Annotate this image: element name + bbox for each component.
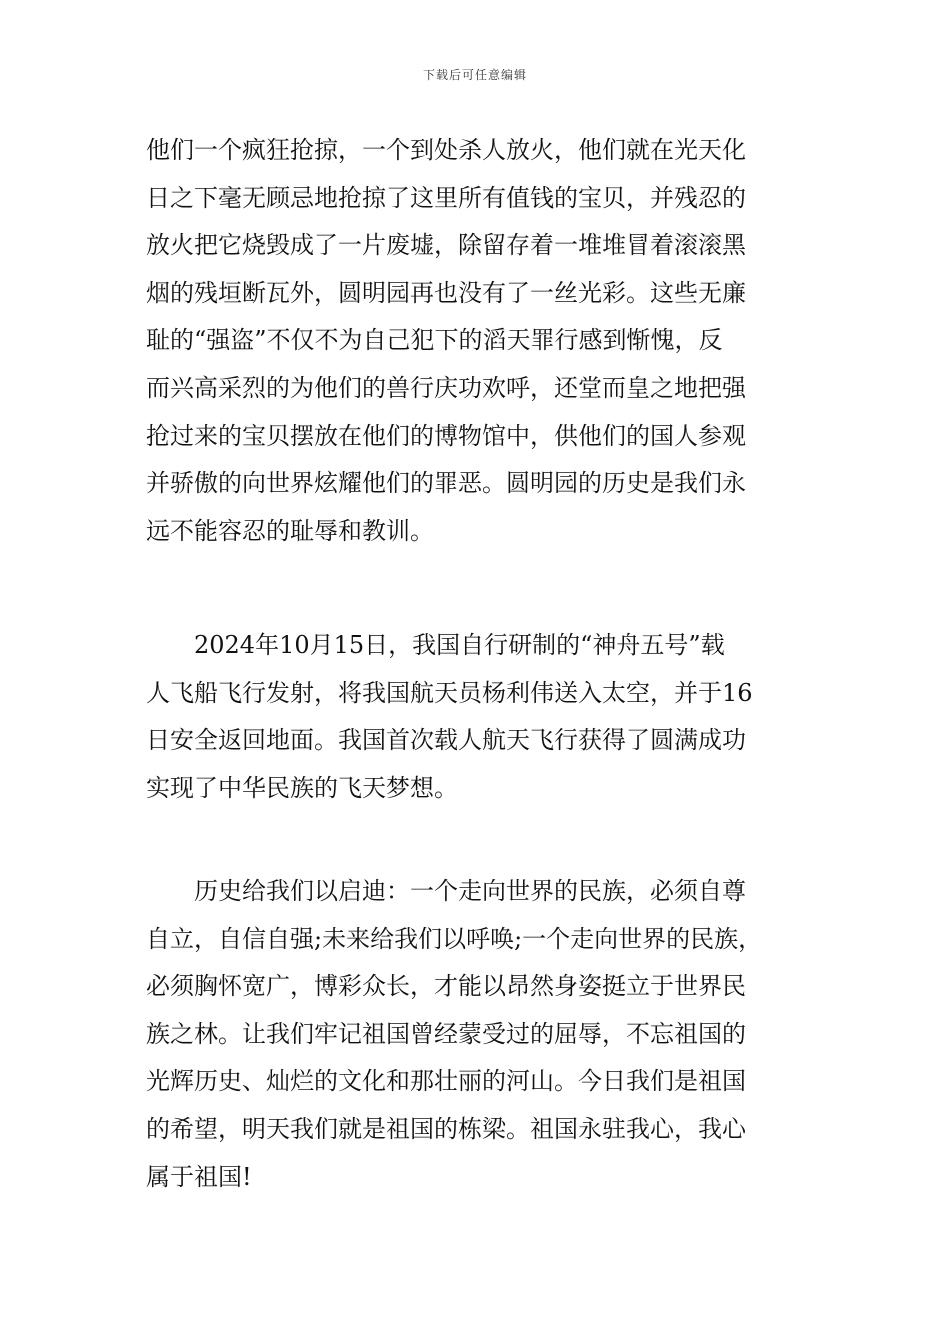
text-line: 日安全返回地面。我国首次载人航天飞行获得了圆满成功 [146,726,746,755]
text-line: 2024年10月15日，我国自行研制的“神舟五号”载 [146,631,725,659]
text-line: 人飞船飞行发射，将我国航天员杨利伟送入太空，并于16 [146,678,753,707]
text-line: 远不能容忍的耻辱和教训。 [146,516,434,545]
text-line: 他们一个疯狂抢掠，一个到处杀人放火，他们就在光天化 [146,136,746,164]
text-line: 必须胸怀宽广，博彩众长，才能以昂然身姿挺立于世界民 [146,972,746,1001]
text-line: 日之下毫无顾忌地抢掠了这里所有值钱的宝贝，并残忍的 [146,183,746,212]
text-line: 放火把它烧毁成了一片废墟，除留存着一堆堆冒着滚滚黑 [146,231,746,260]
text-line: 抢过来的宝贝摆放在他们的博物馆中，供他们的国人参观 [146,421,746,450]
text-line: 族之林。让我们牢记祖国曾经蒙受过的屈辱，不忘祖国的 [146,1019,746,1048]
text-line: 烟的残垣断瓦外，圆明园再也没有了一丝光彩。这些无廉 [146,278,746,307]
text-line: 的希望，明天我们就是祖国的栋梁。祖国永驻我心，我心 [146,1114,746,1143]
text-line: 自立，自信自强;未来给我们以呼唤;一个走向世界的民族， [146,924,763,953]
text-line: 耻的“强盗”不仅不为自己犯下的滔天罪行感到惭愧，反 [146,326,723,355]
text-line: 并骄傲的向世界炫耀他们的罪恶。圆明园的历史是我们永 [146,469,746,498]
paragraph-2 [146,622,814,812]
text-line: 历史给我们以启迪：一个走向世界的民族，必须自尊 [146,877,746,905]
paragraph-3 [146,868,814,1201]
text-line: 实现了中华民族的飞天梦想。 [146,773,458,802]
text-line: 属于祖国! [146,1162,252,1191]
paragraph-1 [146,127,814,555]
text-line: 而兴高采烈的为他们的兽行庆功欢呼，还堂而皇之地把强 [146,373,746,402]
page-header: 下载后可任意编辑 [422,68,527,82]
text-line: 光辉历史、灿烂的文化和那壮丽的河山。今日我们是祖国 [146,1067,746,1096]
